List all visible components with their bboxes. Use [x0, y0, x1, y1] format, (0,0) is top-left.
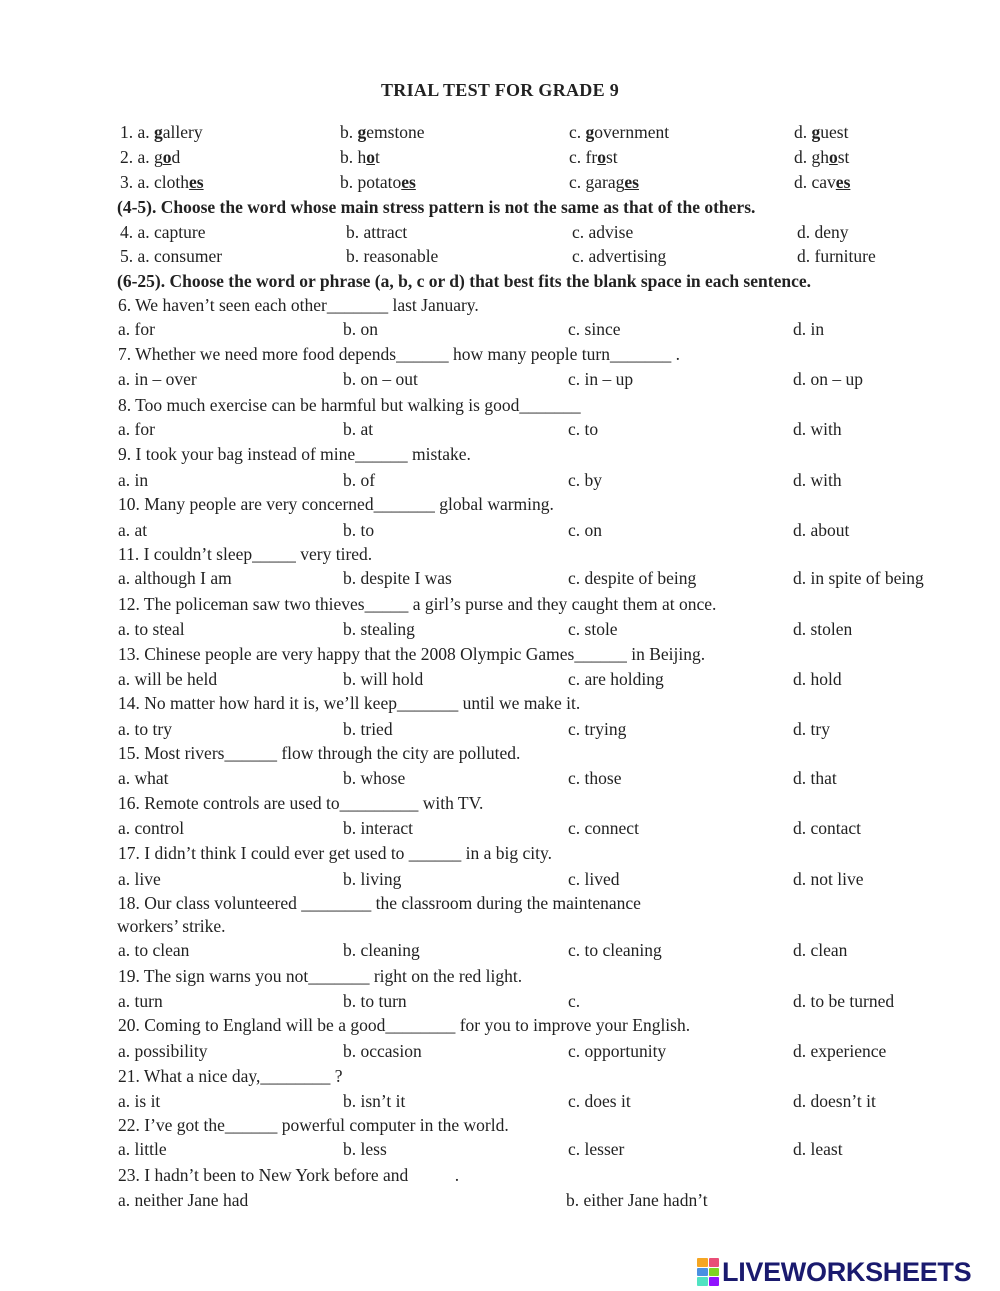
- option-9a[interactable]: a. in: [118, 470, 149, 490]
- question-23-text: 23. I hadn’t been to New York before and: [118, 1165, 409, 1185]
- option-8d[interactable]: d. with: [793, 419, 842, 439]
- question-row-2: [0, 147, 1000, 169]
- question-22: 22. I’ve got the______ powerful computer in the world.: [118, 1115, 509, 1135]
- options-15: [0, 768, 1000, 790]
- options-19: [0, 991, 1000, 1013]
- option-21c[interactable]: c. does it: [568, 1091, 631, 1111]
- logo-block: [697, 1268, 708, 1277]
- option-11c[interactable]: c. despite of being: [568, 568, 697, 588]
- question-18-continued: workers’ strike.: [117, 916, 226, 936]
- logo-block: [709, 1258, 720, 1267]
- question-row-1: [0, 122, 1000, 144]
- options-11: [0, 568, 1000, 590]
- option-4d[interactable]: d. deny: [797, 222, 849, 242]
- option-10c[interactable]: c. on: [568, 520, 603, 540]
- option-13c[interactable]: c. are holding: [568, 669, 664, 689]
- question-13: 13. Chinese people are very happy that the 2008 Olympic Games______ in Beijing.: [118, 644, 706, 664]
- question-21: 21. What a nice day,________ ?: [118, 1066, 343, 1086]
- option-2c[interactable]: c. frost: [569, 147, 618, 167]
- option-21a[interactable]: a. is it: [118, 1091, 161, 1111]
- option-6d[interactable]: d. in: [793, 319, 825, 339]
- option-1b[interactable]: b. gemstone: [340, 122, 425, 142]
- options-22: [0, 1139, 1000, 1161]
- option-6b[interactable]: b. on: [343, 319, 378, 339]
- options-13: [0, 669, 1000, 691]
- option-9d[interactable]: d. with: [793, 470, 842, 490]
- option-13a[interactable]: a. will be held: [118, 669, 218, 689]
- question-23: [118, 1165, 459, 1186]
- options-23: [0, 1190, 1000, 1212]
- question-row-3: [0, 172, 1000, 194]
- option-2d[interactable]: d. ghost: [794, 147, 850, 167]
- instruction-blank: (6-25). Choose the word or phrase (a, b, c or d) that best fits the blank space in each sentence.: [117, 271, 811, 291]
- option-9c[interactable]: c. by: [568, 470, 603, 490]
- option-22c[interactable]: c. lesser: [568, 1139, 625, 1159]
- option-1c[interactable]: c. government: [569, 122, 670, 142]
- option-1a[interactable]: 1. a. gallery: [120, 122, 203, 142]
- question-row-4: [0, 222, 1000, 244]
- option-21b[interactable]: b. isn’t it: [343, 1091, 406, 1111]
- option-20c[interactable]: c. opportunity: [568, 1041, 667, 1061]
- option-11b[interactable]: b. despite I was: [343, 568, 452, 588]
- options-14: [0, 719, 1000, 741]
- option-17b[interactable]: b. living: [343, 869, 402, 889]
- option-18a[interactable]: a. to clean: [118, 940, 190, 960]
- option-4b[interactable]: b. attract: [346, 222, 408, 242]
- page-title: TRIAL TEST FOR GRADE 9: [381, 80, 619, 100]
- option-23a[interactable]: a. neither Jane had: [118, 1190, 249, 1210]
- question-row-5: [0, 246, 1000, 268]
- option-16b[interactable]: b. interact: [343, 818, 413, 838]
- question-6: 6. We haven’t seen each other_______ last January.: [118, 295, 479, 315]
- option-16d[interactable]: d. contact: [793, 818, 862, 838]
- logo-text: LIVEWORKSHEETS: [722, 1256, 972, 1287]
- option-10b[interactable]: b. to: [343, 520, 375, 540]
- option-15c[interactable]: c. those: [568, 768, 622, 788]
- options-10: [0, 520, 1000, 542]
- instruction-stress: (4-5). Choose the word whose main stress pattern is not the same as that of the others.: [117, 197, 756, 217]
- option-11d[interactable]: d. in spite of being: [793, 568, 924, 588]
- option-19d[interactable]: d. to be turned: [793, 991, 895, 1011]
- option-17a[interactable]: a. live: [118, 869, 161, 889]
- option-3c[interactable]: c. garages: [569, 172, 639, 192]
- option-20b[interactable]: b. occasion: [343, 1041, 422, 1061]
- option-18d[interactable]: d. clean: [793, 940, 848, 960]
- option-11a[interactable]: a. although I am: [118, 568, 232, 588]
- option-12d[interactable]: d. stolen: [793, 619, 853, 639]
- option-5b[interactable]: b. reasonable: [346, 246, 439, 266]
- option-9b[interactable]: b. of: [343, 470, 376, 490]
- option-23b[interactable]: b. either Jane hadn’t: [566, 1190, 708, 1210]
- option-20d[interactable]: d. experience: [793, 1041, 887, 1061]
- option-10a[interactable]: a. at: [118, 520, 148, 540]
- option-7d[interactable]: d. on – up: [793, 369, 863, 389]
- options-21: [0, 1091, 1000, 1113]
- question-8: 8. Too much exercise can be harmful but walking is good_______: [118, 395, 581, 415]
- logo-block: [697, 1258, 708, 1267]
- option-8a[interactable]: a. for: [118, 419, 155, 439]
- option-6c[interactable]: c. since: [568, 319, 621, 339]
- logo-block: [709, 1268, 720, 1277]
- option-22d[interactable]: d. least: [793, 1139, 843, 1159]
- option-14c[interactable]: c. trying: [568, 719, 627, 739]
- question-14: 14. No matter how hard it is, we’ll keep_______ until we make it.: [118, 693, 581, 713]
- liveworksheets-logo: [697, 1257, 971, 1287]
- option-22a[interactable]: a. little: [118, 1139, 167, 1159]
- option-15d[interactable]: d. that: [793, 768, 837, 788]
- options-6: [0, 319, 1000, 341]
- options-16: [0, 818, 1000, 840]
- option-3d[interactable]: d. caves: [794, 172, 851, 192]
- options-9: [0, 470, 1000, 492]
- option-21d[interactable]: d. doesn’t it: [793, 1091, 876, 1111]
- option-14b[interactable]: b. tried: [343, 719, 393, 739]
- option-14a[interactable]: a. to try: [118, 719, 172, 739]
- question-18: 18. Our class volunteered ________ the classroom during the maintenance: [118, 893, 641, 913]
- options-8: [0, 419, 1000, 441]
- question-16: 16. Remote controls are used to_________ with TV.: [118, 793, 484, 813]
- option-10d[interactable]: d. about: [793, 520, 850, 540]
- option-2a[interactable]: 2. a. god: [120, 147, 181, 167]
- option-17d[interactable]: d. not live: [793, 869, 864, 889]
- option-19a[interactable]: a. turn: [118, 991, 163, 1011]
- option-12a[interactable]: a. to steal: [118, 619, 185, 639]
- option-8b[interactable]: b. at: [343, 419, 374, 439]
- question-7: 7. Whether we need more food depends______ how many people turn_______ .: [118, 344, 680, 364]
- question-15: 15. Most rivers______ flow through the city are polluted.: [118, 743, 521, 763]
- question-11: 11. I couldn’t sleep_____ very tired.: [118, 544, 373, 564]
- option-13d[interactable]: d. hold: [793, 669, 842, 689]
- option-5c[interactable]: c. advertising: [572, 246, 667, 266]
- option-17c[interactable]: c. lived: [568, 869, 620, 889]
- option-14d[interactable]: d. try: [793, 719, 830, 739]
- option-20a[interactable]: a. possibility: [118, 1041, 208, 1061]
- options-7: [0, 369, 1000, 391]
- option-3a[interactable]: 3. a. clothes: [120, 172, 204, 192]
- option-15b[interactable]: b. whose: [343, 768, 406, 788]
- option-7b[interactable]: b. on – out: [343, 369, 418, 389]
- options-17: [0, 869, 1000, 891]
- question-17: 17. I didn’t think I could ever get used to ______ in a big city.: [118, 843, 553, 863]
- option-3b[interactable]: b. potatoes: [340, 172, 416, 192]
- options-18: [0, 940, 1000, 962]
- options-12: [0, 619, 1000, 641]
- option-2b[interactable]: b. hot: [340, 147, 380, 167]
- question-9: 9. I took your bag instead of mine______ mistake.: [118, 444, 471, 464]
- option-12b[interactable]: b. stealing: [343, 619, 415, 639]
- option-5a[interactable]: 5. a. consumer: [120, 246, 223, 266]
- option-22b[interactable]: b. less: [343, 1139, 387, 1159]
- option-18c[interactable]: c. to cleaning: [568, 940, 662, 960]
- question-19: 19. The sign warns you not_______ right on the red light.: [118, 966, 523, 986]
- logo-blocks-icon: [697, 1258, 719, 1286]
- option-19b[interactable]: b. to turn: [343, 991, 407, 1011]
- option-19c[interactable]: c.: [568, 991, 581, 1011]
- logo-block: [697, 1277, 708, 1286]
- question-12: 12. The policeman saw two thieves_____ a girl’s purse and they caught them at once.: [118, 594, 717, 614]
- option-6a[interactable]: a. for: [118, 319, 155, 339]
- option-13b[interactable]: b. will hold: [343, 669, 424, 689]
- option-4a[interactable]: 4. a. capture: [120, 222, 206, 242]
- option-18b[interactable]: b. cleaning: [343, 940, 420, 960]
- question-23-tail: .: [454, 1165, 460, 1185]
- options-20: [0, 1041, 1000, 1063]
- option-5d[interactable]: d. furniture: [797, 246, 876, 266]
- logo-block: [709, 1277, 720, 1286]
- question-10: 10. Many people are very concerned_______ global warming.: [118, 494, 554, 514]
- option-8c[interactable]: c. to: [568, 419, 599, 439]
- option-7c[interactable]: c. in – up: [568, 369, 634, 389]
- option-4c[interactable]: c. advise: [572, 222, 634, 242]
- option-12c[interactable]: c. stole: [568, 619, 618, 639]
- option-16a[interactable]: a. control: [118, 818, 185, 838]
- option-15a[interactable]: a. what: [118, 768, 169, 788]
- option-16c[interactable]: c. connect: [568, 818, 639, 838]
- option-1d[interactable]: d. guest: [794, 122, 849, 142]
- question-20: 20. Coming to England will be a good________ for you to improve your English.: [118, 1015, 691, 1035]
- option-7a[interactable]: a. in – over: [118, 369, 197, 389]
